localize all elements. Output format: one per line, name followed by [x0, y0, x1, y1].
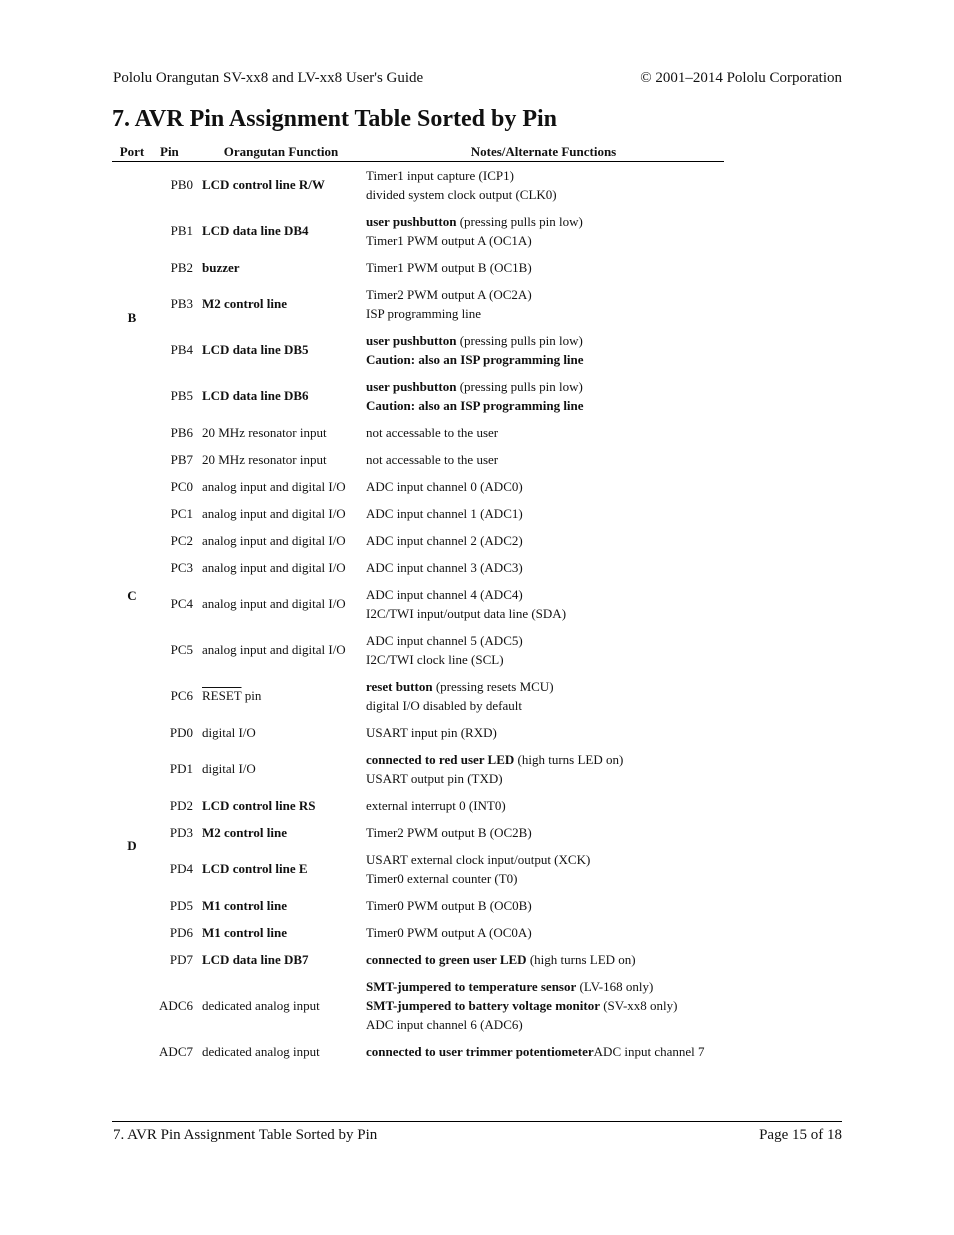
function-cell: LCD data line DB5	[202, 342, 309, 357]
table-row	[112, 327, 724, 373]
notes-cell: ADC input channel 0 (ADC0)	[366, 478, 523, 494]
pin-cell: ADC7	[159, 1043, 193, 1059]
pin-cell: PC4	[170, 596, 193, 611]
footer-divider	[112, 1121, 842, 1122]
col-header-pin: Pin	[152, 142, 199, 162]
notes-cell: user pushbutton (pressing pulls pin low) Caution: also an ISP programming line	[366, 332, 584, 367]
pin-cell: PD6	[169, 924, 193, 940]
table-row	[112, 919, 724, 946]
notes-cell: connected to green user LED (high turns LED on)	[366, 951, 636, 967]
table-row	[112, 581, 724, 627]
function-cell: LCD control line R/W	[202, 177, 325, 193]
function-cell: LCD data line DB4	[202, 223, 309, 238]
table-header-row	[112, 142, 724, 162]
function-cell: digital I/O	[202, 724, 256, 740]
section-title: 7. AVR Pin Assignment Table Sorted by Pin	[112, 106, 557, 132]
function-cell: LCD data line DB6	[202, 388, 309, 403]
col-header-function: Orangutan Function	[199, 142, 363, 162]
notes-cell: SMT-jumpered to temperature sensor (LV-168 only) SMT-jumpered to battery voltage monitor (SV-xx8 only) ADC input channel 6 (ADC6)	[366, 978, 678, 1032]
port-label-b: B	[127, 309, 137, 325]
port-label-c: C	[127, 588, 137, 603]
notes-cell: connected to user trimmer potentiometerADC input channel 7	[366, 1043, 705, 1059]
table-row	[112, 554, 724, 581]
pin-cell: PD7	[169, 951, 193, 967]
function-cell: dedicated analog input	[202, 1043, 320, 1059]
function-cell: analog input and digital I/O	[202, 505, 346, 521]
pin-cell: PD0	[169, 724, 193, 740]
pin-cell: PB3	[170, 296, 193, 311]
table-row	[112, 473, 724, 500]
function-cell: RESET pin	[202, 688, 262, 703]
port-label-empty	[112, 1038, 152, 1065]
pin-cell: PB2	[170, 259, 193, 275]
pin-cell: PB0	[170, 177, 193, 193]
running-header-copyright: © 2001–2014 Pololu Corporation	[640, 70, 842, 86]
notes-cell: not accessable to the user	[366, 424, 499, 440]
table-row	[112, 208, 724, 254]
notes-cell: external interrupt 0 (INT0)	[366, 797, 506, 813]
function-cell: LCD data line DB7	[202, 951, 309, 967]
notes-cell: user pushbutton (pressing pulls pin low) Caution: also an ISP programming line	[366, 378, 584, 413]
running-footer-section: 7. AVR Pin Assignment Table Sorted by Pin	[113, 1127, 378, 1143]
table-row	[112, 1038, 724, 1065]
pin-cell: PB7	[170, 451, 193, 467]
function-cell: LCD control line E	[202, 861, 308, 876]
pin-cell: PC0	[170, 478, 193, 494]
pin-cell: PD1	[169, 761, 193, 776]
pin-cell: PC5	[170, 642, 193, 657]
table-row	[112, 373, 724, 419]
function-cell: M2 control line	[202, 296, 287, 311]
table-row	[112, 973, 724, 1038]
table-row	[112, 627, 724, 673]
function-cell: digital I/O	[202, 761, 256, 776]
function-cell: analog input and digital I/O	[202, 559, 346, 575]
pin-cell: PD4	[169, 861, 193, 876]
function-cell: LCD control line RS	[202, 797, 316, 813]
table-row	[112, 527, 724, 554]
table-row	[112, 673, 724, 719]
notes-cell: connected to red user LED (high turns LED on) USART output pin (TXD)	[366, 751, 624, 786]
function-cell: 20 MHz resonator input	[202, 451, 327, 467]
table-row	[112, 746, 724, 792]
pin-assignment-table	[112, 142, 724, 1065]
table-row	[112, 819, 724, 846]
pin-cell: PB6	[170, 424, 193, 440]
port-label-d: D	[127, 838, 137, 853]
running-header-title: Pololu Orangutan SV-xx8 and LV-xx8 User's Guide	[113, 70, 424, 86]
function-cell: analog input and digital I/O	[202, 478, 346, 494]
page-number: Page 15 of 18	[759, 1127, 842, 1143]
function-cell: analog input and digital I/O	[202, 532, 346, 548]
function-cell: M1 control line	[202, 897, 287, 913]
table-row	[112, 846, 724, 892]
pin-cell: PB5	[170, 388, 193, 403]
pin-cell: PB1	[170, 223, 193, 238]
notes-cell: USART input pin (RXD)	[366, 724, 497, 740]
notes-cell: ADC input channel 2 (ADC2)	[366, 532, 523, 548]
table-row	[112, 892, 724, 919]
function-cell: buzzer	[202, 259, 240, 275]
notes-cell: user pushbutton (pressing pulls pin low) Timer1 PWM output A (OC1A)	[366, 213, 583, 248]
table-row	[112, 254, 724, 281]
notes-cell: ADC input channel 1 (ADC1)	[366, 505, 523, 521]
pin-cell: PC1	[170, 505, 193, 521]
pin-cell: ADC6	[159, 997, 193, 1013]
table-row	[112, 792, 724, 819]
port-label-empty	[112, 973, 152, 1038]
notes-cell: Timer0 PWM output B (OC0B)	[366, 897, 532, 913]
notes-cell: Timer1 input capture (ICP1) divided system clock output (CLK0)	[366, 167, 557, 202]
pin-cell: PC3	[170, 559, 193, 575]
table-row	[112, 419, 724, 446]
pin-cell: PD5	[169, 897, 193, 913]
function-cell: analog input and digital I/O	[202, 596, 346, 611]
col-header-port: Port	[112, 142, 152, 162]
function-cell: M2 control line	[202, 824, 287, 840]
function-cell: M1 control line	[202, 924, 287, 940]
notes-cell: ADC input channel 3 (ADC3)	[366, 559, 523, 575]
function-cell: 20 MHz resonator input	[202, 424, 327, 440]
notes-cell: reset button (pressing resets MCU) digital I/O disabled by default	[366, 678, 554, 713]
notes-cell: ADC input channel 4 (ADC4) I2C/TWI input/output data line (SDA)	[366, 586, 567, 621]
notes-cell: Timer2 PWM output A (OC2A) ISP programming line	[366, 286, 532, 321]
notes-cell: USART external clock input/output (XCK) Timer0 external counter (T0)	[366, 851, 591, 886]
notes-cell: Timer0 PWM output A (OC0A)	[366, 924, 532, 940]
notes-cell: Timer2 PWM output B (OC2B)	[366, 824, 532, 840]
table-row	[112, 162, 724, 208]
table-row	[112, 446, 724, 473]
notes-cell: not accessable to the user	[366, 451, 499, 467]
pin-cell: PC2	[170, 532, 193, 548]
notes-cell: Timer1 PWM output B (OC1B)	[366, 259, 532, 275]
table-row	[112, 281, 724, 327]
table-row	[112, 946, 724, 973]
function-cell: analog input and digital I/O	[202, 642, 346, 657]
pin-cell: PC6	[170, 688, 193, 703]
pin-cell: PB4	[170, 342, 193, 357]
notes-cell: ADC input channel 5 (ADC5) I2C/TWI clock line (SCL)	[366, 632, 523, 667]
col-header-notes: Notes/Alternate Functions	[363, 142, 724, 162]
pin-cell: PD2	[169, 797, 193, 813]
table-row	[112, 500, 724, 527]
function-cell: dedicated analog input	[202, 997, 320, 1013]
table-row	[112, 719, 724, 746]
pin-cell: PD3	[169, 824, 193, 840]
